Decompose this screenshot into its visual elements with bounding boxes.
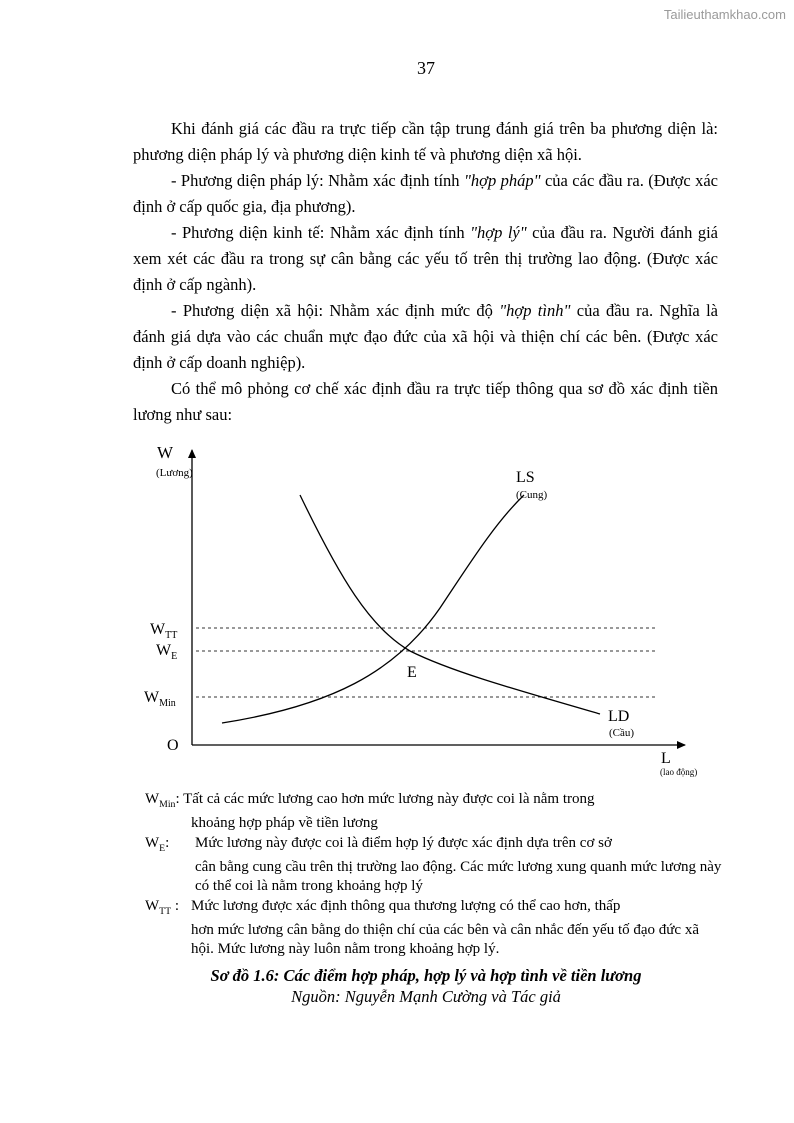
page-number: 37 — [417, 58, 435, 78]
wtt-label: $W_{TT}$ — [150, 621, 178, 641]
note-wmin: $W_{Min}$: Tất cả các mức lương cao hơn mức lương này được coi là nằm trong khoảng hợp pháp về tiền lương — [145, 791, 595, 831]
wage-diagram — [140, 438, 720, 783]
diagram-notes — [145, 790, 725, 959]
equilibrium-label: E — [407, 664, 417, 681]
diagram-caption-title: Sơ đồ 1.6: Các điểm hợp pháp, hợp lý và hợp tình về tiền lương — [210, 966, 642, 985]
x-axis-label: L — [661, 750, 671, 767]
body-text — [133, 116, 718, 428]
paragraph-economic: - Phương diện kinh tế: Nhằm xác định tính "hợp lý" của đầu ra. Người đánh giá xem xét các đầu ra trong sự cân bằng các yếu tố trên thị trường lao động. (Được xác định ở cấp ngành). — [133, 223, 718, 294]
diagram-caption-source: Nguồn: Nguyễn Mạnh Cường và Tác giả — [291, 987, 561, 1006]
we-label: $W_E$ — [156, 642, 178, 662]
supply-label: LS — [516, 469, 535, 486]
x-axis-sublabel: (lao động) — [660, 767, 698, 777]
note-wtt-term: $W_{TT}$ : — [145, 898, 180, 917]
wmin-label: $W_{Min}$ — [144, 689, 176, 709]
paragraph-intro: Khi đánh giá các đầu ra trực tiếp cần tập trung đánh giá trên ba phương diện là: phương diện pháp lý và phương diện kinh tế và phương diện xã hội. — [133, 119, 718, 164]
demand-label: LD — [608, 708, 630, 725]
paragraph-diagram-intro: Có thể mô phỏng cơ chế xác định đầu ra trực tiếp thông qua sơ đồ xác định tiền lương như sau: — [133, 379, 718, 424]
y-axis-label: W — [157, 443, 174, 462]
demand-sublabel: (Cầu) — [609, 727, 635, 739]
note-wmin-term: $W_{Min}$: — [145, 791, 180, 810]
supply-curve — [222, 495, 524, 723]
supply-sublabel: (Cung) — [516, 489, 548, 501]
origin-label: O — [167, 737, 179, 754]
note-we: $W_E$: Mức lương này được coi là điểm hợp lý được xác định dựa trên cơ sở cân bằng cung cầu trên thị trường lao động. Các mức lương xung quanh mức lương này có thể coi là nằm trong khoảng hợp lý — [145, 835, 722, 894]
y-axis-sublabel: (Lương) — [156, 467, 193, 479]
paragraph-legal: - Phương diện pháp lý: Nhằm xác định tính "hợp pháp" của các đầu ra. (Được xác định ở cấp quốc gia, địa phương). — [133, 171, 718, 216]
note-wtt: $W_{TT}$ : Mức lương được xác định thông qua thương lượng có thể cao hơn, thấp hơn mức lương cân bằng do thiện chí của các bên và cân nhắc đến yếu tố đạo đức xã hội. Mức lương này luôn nằm trong khoảng hợp lý. — [145, 898, 699, 957]
note-we-term: $W_E$: — [145, 835, 170, 854]
watermark: Tailieuthamkhao.com — [663, 7, 786, 22]
paragraph-social: - Phương diện xã hội: Nhằm xác định mức độ "hợp tình" của đầu ra. Nghĩa là đánh giá dựa vào các chuẩn mực đạo đức của xã hội và thiện chí các bên. (Được xác định ở cấp doanh nghiệp). — [133, 301, 718, 372]
demand-curve — [300, 495, 600, 714]
